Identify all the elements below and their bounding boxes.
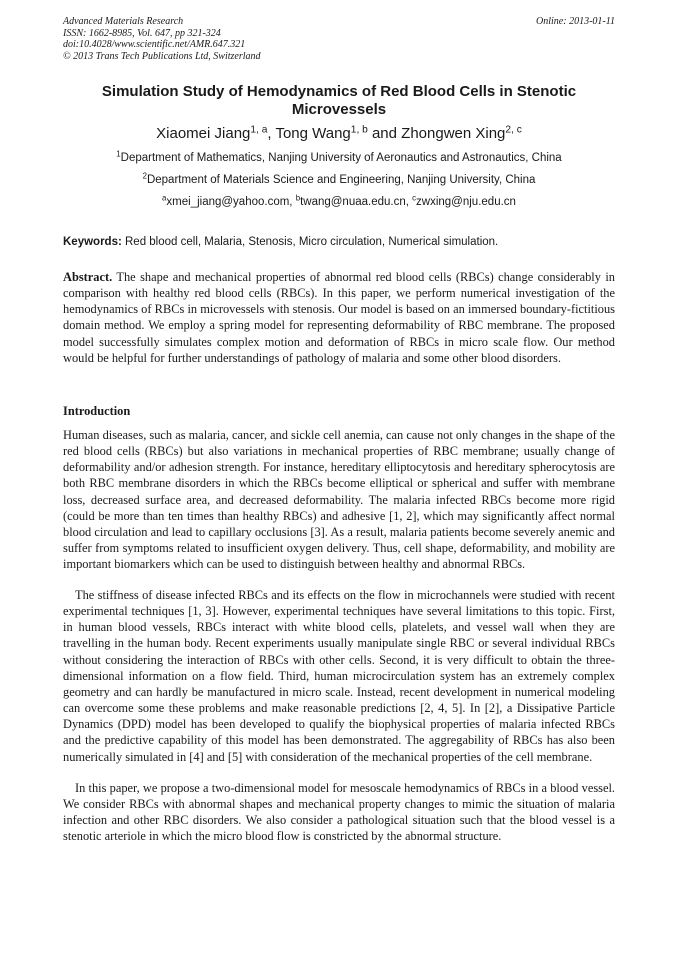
issn-line: ISSN: 1662-8985, Vol. 647, pp 321-324 [63, 27, 221, 39]
keywords-text: Red blood cell, Malaria, Stenosis, Micro circulation, Numerical simulation. [121, 236, 499, 248]
abstract-text: The shape and mechanical properties of abnormal red blood cells (RBCs) change considerably in comparison with healthy red blood cells (RBCs). In this paper, we perform numerical investigation of the hemodynamics of RBCs in microvessels with stenosis. Our model is based on an immersed boundary-fictitious domain method. We employ a spring model for representing deformability of RBC membrane. The proposed model successfully simulates complex motion and deformation of RBCs in micro scale flow. Our method would be helpful for further understandings of pathology of malaria and some other blood disorders. [63, 270, 615, 365]
email-superscript: b [295, 193, 301, 203]
affiliation-superscript: 1 [116, 149, 121, 159]
author-name: Zhongwen Xing [401, 125, 506, 142]
intro-paragraph-1: Human diseases, such as malaria, cancer, and sickle cell anemia, can cause not only changes in the shape of the red blood cells (RBCs) but also variations in mechanical properties of RBC membrane; usually change of deformability and/or adhesion strength. For instance, hereditary elliptocytosis and hereditary spherocytosis are both RBC membrane disorders in which the RBCs become elliptical or spherical and suffer with membrane loss, decreased surface area, and decreased deformability. The malaria infected RBCs become more rigid (could be more than ten times than healthy RBCs) and adhesive [1, 2], which may significantly affect normal blood circulation and lead to capillary occlusions [3]. As a result, malaria patients become severely anemic and suffer from symptoms related to insufficient oxygen delivery. Thus, cell shape, deformability, and mobility are important biomarkers which can be used to distinguish between healthy and abnormal RBCs. [63, 428, 615, 572]
intro-paragraph-2: The stiffness of disease infected RBCs and its effects on the flow in microchannels were studied with recent experimental techniques [1, 3]. However, experimental techniques have several limitations to this topic. First, in human blood vessels, RBCs interact with white blood cells, platelets, and vessel wall when they are travelling in the human body. Recent experiments usually manipulate single RBC or several individual RBCs without considering the interaction of RBCs with other cells. Second, it is very difficult to obtain the three-dimensional information on a flow field. Third, human microcirculation system has an extremely complex geometry and can hardly be manufactured in micro scale. Instead, recent development in numerical modeling can overcome some these problems and make reasonable predictions [2, 4, 5]. In [2], a Dissipative Particle Dynamics (DPD) model has been developed to qualify the biophysical properties of malaria infected RBCs and the predictive capability of this model has been demonstrated. The aggregability of RBCs has also been numerically simulated in [4] and [5] with consideration of the mechanical properties of the cell membrane. [63, 588, 615, 764]
affiliation-superscript: 2 [142, 171, 147, 181]
journal-name: Advanced Materials Research [63, 16, 184, 27]
affiliation-2 [63, 173, 615, 187]
author-name: Tong Wang [275, 125, 351, 142]
email-superscript: c [412, 193, 417, 203]
email-address: twang@nuaa.edu.cn, [300, 196, 413, 208]
author-separator: , [267, 125, 276, 142]
email-superscript: a [162, 193, 167, 203]
author-list [63, 125, 615, 143]
abstract [63, 269, 615, 366]
email-list [63, 195, 615, 209]
abstract-label: Abstract. [63, 270, 113, 284]
email-address: zwxing@nju.edu.cn [416, 196, 516, 208]
author-name: Xiaomei Jiang [156, 125, 251, 142]
section-heading-introduction: Introduction [63, 404, 131, 418]
email-address: xmei_jiang@yahoo.com, [166, 196, 296, 208]
affiliation-text: Department of Mathematics, Nanjing University of Aeronautics and Astronautics, China [120, 152, 562, 164]
author-superscript: 1, b [350, 124, 368, 136]
doi-line: doi:10.4028/www.scientific.net/AMR.647.321 [63, 39, 246, 50]
copyright-line: © 2013 Trans Tech Publications Ltd, Switzerland [63, 50, 261, 62]
online-date: Online: 2013-01-11 [536, 16, 615, 27]
author-superscript: 2, c [505, 124, 522, 136]
journal-header [63, 16, 615, 62]
affiliation-text: Department of Materials Science and Engineering, Nanjing University, China [146, 174, 536, 186]
affiliation-1 [63, 151, 615, 165]
keywords [63, 235, 615, 249]
paper-title: Simulation Study of Hemodynamics of Red Blood Cells in Stenotic Microvessels [101, 83, 577, 118]
author-separator: and [367, 125, 402, 142]
intro-paragraph-3: In this paper, we propose a two-dimensional model for mesoscale hemodynamics of RBCs in a blood vessel. We consider RBCs with abnormal shapes and mechanical property changes to mimic the situation of malaria infection and other RBC disorders. We also consider a pathological situation such that the blood vessel is a stenotic arteriole in which the micro blood flow is constricted by the abnormal structure. [63, 781, 615, 844]
keywords-label: Keywords: [63, 236, 122, 248]
author-superscript: 1, a [250, 124, 268, 136]
